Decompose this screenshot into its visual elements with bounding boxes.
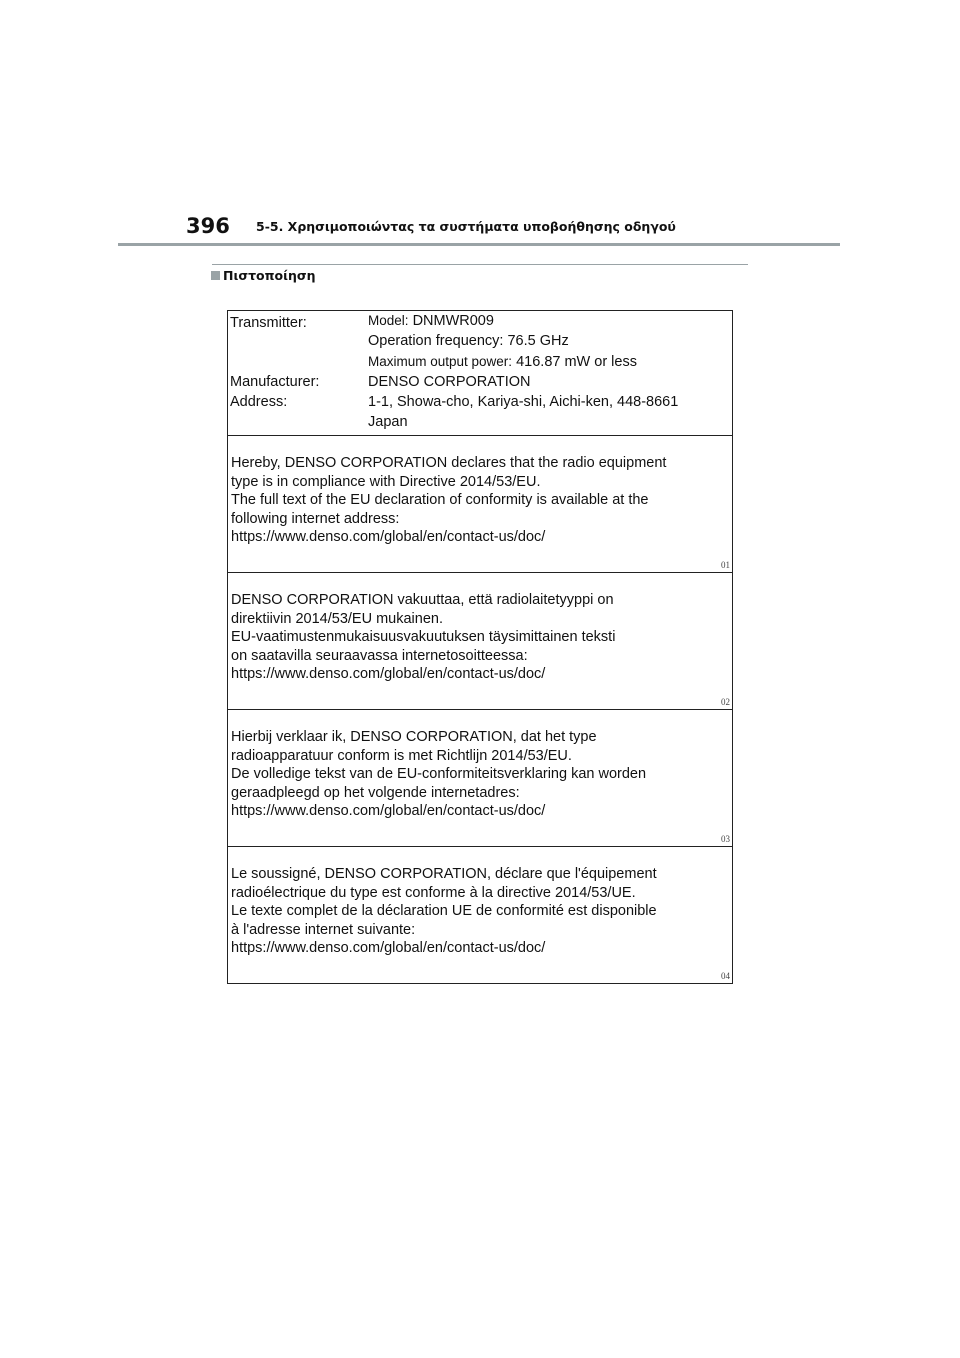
header-rule: [118, 243, 840, 246]
declaration-fi: [228, 572, 732, 710]
declaration-en: [228, 435, 732, 573]
model-value: DNMWR009: [412, 313, 494, 329]
frequency-row: Operation frequency: 76.5 GHz: [368, 333, 569, 349]
declaration-seq: 03: [721, 834, 730, 844]
declaration-text: DENSO CORPORATION vakuuttaa, että radiolaitetyyppi on direktiivin 2014/53/EU mukainen. EU-vaatimustenmukaisuusvakuutuksen täysimittainen teksti on saatavilla seuraavassa internetosoitteessa: https://www.denso.com/global/en/contact-us/doc/: [231, 592, 616, 683]
declaration-seq: 04: [721, 971, 730, 981]
manufacturer-value: DENSO CORPORATION: [368, 374, 531, 390]
declaration-text: Hierbij verklaar ik, DENSO CORPORATION, dat het type radioapparatuur conform is met Richtlijn 2014/53/EU. De volledige tekst van de EU-conformiteitsverklaring kan worden geraadpleegd op het volgende internetadres: https://www.denso.com/global/en/contact-us/doc/: [231, 729, 647, 820]
subheading-text: Πιστοποίηση: [223, 268, 316, 283]
subheading: [211, 268, 316, 283]
bullet-square-icon: [211, 271, 220, 280]
manufacturer-label: Manufacturer:: [230, 374, 320, 390]
declaration-seq: 01: [721, 560, 730, 570]
certification-box: [227, 310, 733, 984]
address-line2: Japan: [368, 414, 408, 430]
power-value: 416.87 mW or less: [516, 354, 637, 370]
spec-section: [228, 311, 732, 435]
section-title: 5-5. Χρησιμοποιώντας τα συστήματα υποβοήθησης οδηγού: [256, 219, 676, 234]
declaration-text: Le soussigné, DENSO CORPORATION, déclare que l'équipement radioélectrique du type est conforme à la directive 2014/53/UE. Le texte complet de la déclaration UE de conformité est disponible à l'adresse internet suivante: https://www.denso.com/global/en/contact-us/doc/: [231, 866, 657, 957]
model-row: [368, 313, 494, 329]
address-label: Address:: [230, 394, 288, 410]
power-row: [368, 354, 637, 370]
transmitter-label: Transmitter:: [230, 315, 307, 331]
power-label: Maximum output power:: [368, 354, 513, 369]
subheading-rule: [212, 264, 748, 265]
page-number: 396: [186, 214, 230, 238]
model-label: Model:: [368, 313, 409, 328]
declaration-fr: [228, 846, 732, 984]
declaration-text: Hereby, DENSO CORPORATION declares that the radio equipment type is in compliance with Directive 2014/53/EU. The full text of the EU declaration of conformity is available at the following internet address: https://www.denso.com/global/en/contact-us/doc/: [231, 455, 667, 546]
declaration-nl: [228, 709, 732, 847]
declaration-seq: 02: [721, 697, 730, 707]
address-line1: 1-1, Showa-cho, Kariya-shi, Aichi-ken, 448-8661: [368, 394, 679, 410]
